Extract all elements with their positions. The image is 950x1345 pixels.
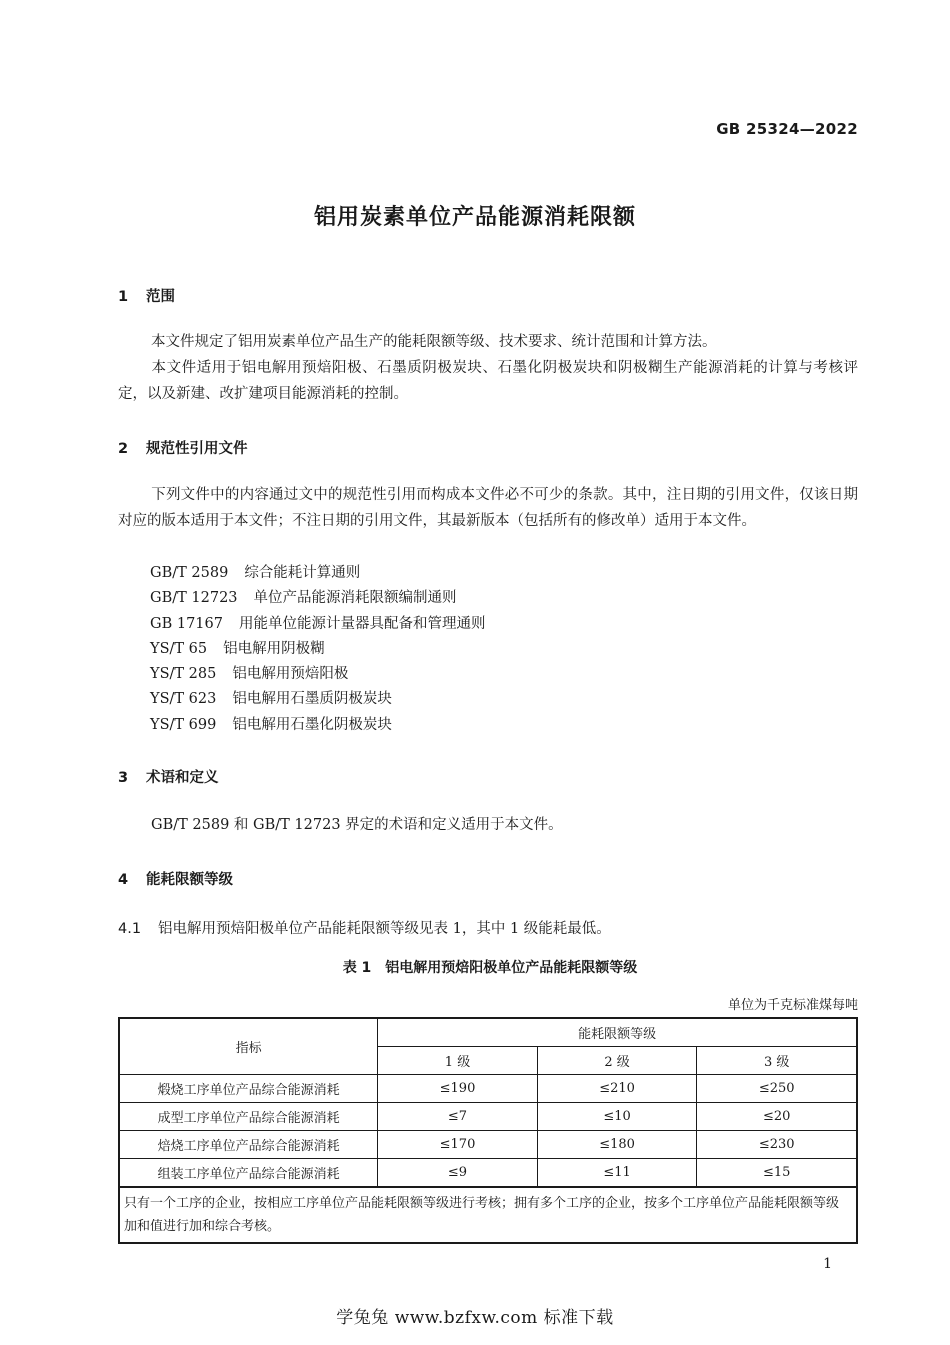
row-value-grade-3: ≤250 — [697, 1075, 857, 1103]
section-4-heading — [118, 868, 233, 889]
reference-item — [150, 637, 485, 662]
row-value-grade-3: ≤20 — [697, 1103, 857, 1131]
table-row — [119, 1075, 857, 1103]
table-note: 只有一个工序的企业，按相应工序单位产品能耗限额等级进行考核；拥有多个工序的企业，按多个工序单位产品能耗限额等级加和值进行加和综合考核。 — [119, 1187, 857, 1243]
row-value-grade-3: ≤15 — [697, 1159, 857, 1188]
section-title: 范围 — [146, 289, 175, 305]
reference-code: YS/T 65 — [150, 640, 208, 657]
header-grade-group: 能耗限额等级 — [378, 1018, 857, 1047]
row-value-grade-2: ≤180 — [537, 1131, 697, 1159]
reference-item — [150, 713, 485, 738]
table-row — [119, 1159, 857, 1188]
normative-references-list — [150, 561, 485, 738]
row-value-grade-1: ≤170 — [378, 1131, 538, 1159]
table-caption: 表 1 铝电解用预焙阳极单位产品能耗限额等级 — [342, 960, 638, 976]
table-header-row — [119, 1018, 857, 1047]
document-code: GB 25324—2022 — [716, 120, 858, 138]
table-note-row — [119, 1187, 857, 1243]
reference-item — [150, 687, 485, 712]
clause-number: 4.1 — [118, 921, 142, 937]
section-1-paragraph-2: 本文件适用于铝电解用预焙阳极、石墨质阴极炭块、石墨化阴极炭块和阴极糊生产能源消耗的计算与考核评定，以及新建、改扩建项目能源消耗的控制。 — [118, 360, 858, 402]
reference-item — [150, 612, 485, 637]
section-3-paragraph: GB/T 2589 和 GB/T 12723 界定的术语和定义适用于本文件。 — [151, 817, 563, 833]
header-grade-2: 2 级 — [537, 1047, 697, 1075]
row-indicator: 煅烧工序单位产品综合能源消耗 — [119, 1075, 378, 1103]
clause-4-1 — [118, 917, 611, 938]
table-unit: 单位为千克标准煤每吨 — [727, 998, 858, 1013]
section-title: 规范性引用文件 — [146, 441, 248, 457]
section-number: 3 — [118, 770, 129, 786]
reference-title: 铝电解用石墨化阴极炭块 — [232, 716, 392, 733]
section-1-heading — [118, 285, 175, 306]
reference-title: 铝电解用预焙阳极 — [232, 666, 349, 683]
section-title: 术语和定义 — [146, 770, 219, 786]
reference-code: YS/T 699 — [150, 716, 217, 733]
reference-code: GB/T 12723 — [150, 590, 238, 607]
header-indicator: 指标 — [119, 1018, 378, 1075]
row-value-grade-2: ≤11 — [537, 1159, 697, 1188]
page-number: 1 — [823, 1256, 832, 1272]
document-title: 铝用炭素单位产品能源消耗限额 — [313, 205, 636, 230]
reference-title: 单位产品能源消耗限额编制通则 — [253, 590, 457, 607]
section-1-paragraph-1: 本文件规定了铝用炭素单位产品生产的能耗限额等级、技术要求、统计范围和计算方法。 — [151, 334, 717, 350]
row-indicator: 成型工序单位产品综合能源消耗 — [119, 1103, 378, 1131]
section-2-heading — [118, 437, 248, 458]
section-number: 2 — [118, 441, 129, 457]
reference-title: 用能单位能源计量器具配备和管理通则 — [238, 615, 486, 632]
reference-code: YS/T 285 — [150, 666, 217, 683]
reference-code: GB/T 2589 — [150, 565, 229, 581]
reference-code: YS/T 623 — [150, 691, 217, 708]
reference-code: GB 17167 — [150, 615, 223, 632]
section-title: 能耗限额等级 — [146, 872, 233, 888]
row-indicator: 组装工序单位产品综合能源消耗 — [119, 1159, 378, 1188]
row-value-grade-1: ≤7 — [378, 1103, 538, 1131]
header-grade-3: 3 级 — [697, 1047, 857, 1075]
section-2-paragraph: 下列文件中的内容通过文中的规范性引用而构成本文件必不可少的条款。其中，注日期的引用文件，仅该日期对应的版本适用于本文件；不注日期的引用文件，其最新版本（包括所有的修改单）适用于本文件。 — [118, 487, 858, 529]
table-row — [119, 1103, 857, 1131]
clause-text: 铝电解用预焙阳极单位产品能耗限额等级见表 1，其中 1 级能耗最低。 — [158, 921, 611, 937]
reference-item — [150, 561, 485, 586]
section-number: 4 — [118, 872, 129, 888]
energy-consumption-grade-table — [118, 1017, 858, 1244]
reference-item — [150, 586, 485, 611]
row-value-grade-1: ≤190 — [378, 1075, 538, 1103]
section-3-heading — [118, 766, 219, 787]
reference-title: 铝电解用阴极糊 — [223, 640, 325, 657]
table-row — [119, 1131, 857, 1159]
section-number: 1 — [118, 289, 129, 305]
header-grade-1: 1 级 — [378, 1047, 538, 1075]
reference-item — [150, 662, 485, 687]
row-value-grade-3: ≤230 — [697, 1131, 857, 1159]
reference-title: 综合能耗计算通则 — [244, 565, 361, 581]
row-value-grade-1: ≤9 — [378, 1159, 538, 1188]
download-watermark: 学兔兔 www.bzfxw.com 标准下载 — [336, 1308, 614, 1328]
row-value-grade-2: ≤10 — [537, 1103, 697, 1131]
reference-title: 铝电解用石墨质阴极炭块 — [232, 691, 392, 708]
row-value-grade-2: ≤210 — [537, 1075, 697, 1103]
row-indicator: 焙烧工序单位产品综合能源消耗 — [119, 1131, 378, 1159]
